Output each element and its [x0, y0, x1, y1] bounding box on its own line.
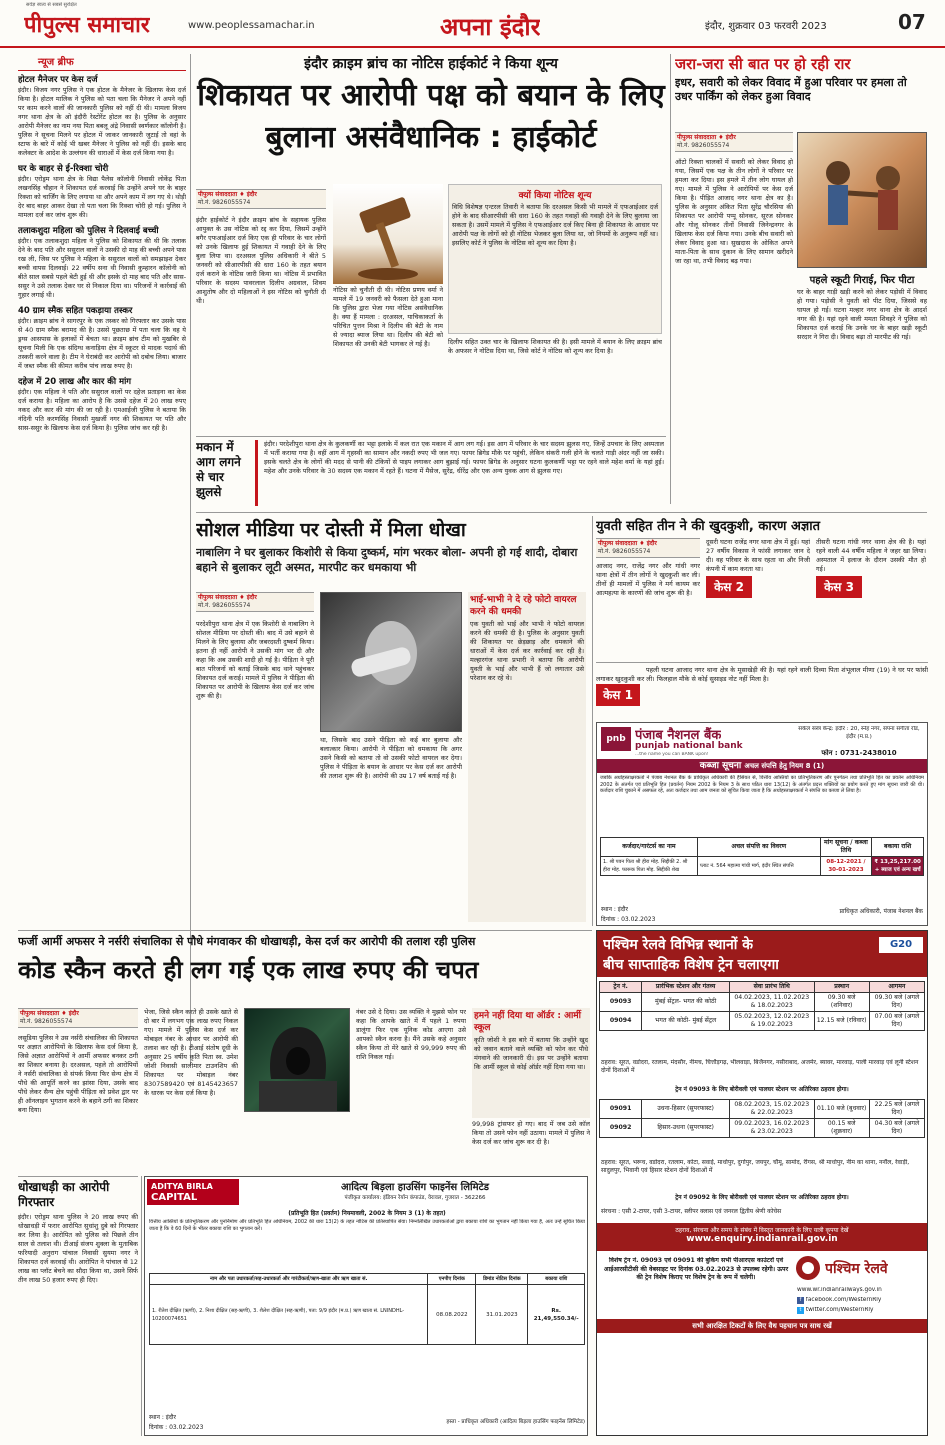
ab-company: आदित्य बिड़ला हाउसिंग फाइनेंस लिमिटेड	[341, 1182, 489, 1193]
fire-label: मकान में आग लगने से चार झुलसे	[196, 440, 258, 506]
train-departure: 12.15 बजे (रविवार)	[814, 1012, 869, 1031]
social-body-1: परदेशीपुरा थाना क्षेत्र में एक किशोरी से नाबालिग ने सोशल मीडिया पर दोस्ती की। बाद में उसे बहाने से मिलने के लिए बुलाया और जबरदस्ती दुष्कर्म किया। इतना ही नहीं आरोपी ने उसकी मांग भर दी और कहा कि अब उसकी शादी हो गई है। पीड़िता ने पूरी बात परिजनों को बताई जिसके बाद थाने पहुंचकर शिकायत दर्ज कराई। मामले में पुलिस ने पीड़िता की शिकायत पर आरोपी के खिलाफ केस दर्ज कर जांच शुरू की है।	[196, 620, 314, 700]
twitter-icon: t	[797, 1307, 804, 1314]
rail-stops-2: ठहराव: सूरत, भरूच, वडोदरा, रतलाम, कोटा, सवाई, माधोपुर, दुर्गापुर, जयपुर, चौमू, सामोद, रींगस, श्री माधोपुर, नीम का थाना, नर्नौल, रेवाड़ी, सादुलपुर, भिवानी एवं हिसार स्टेशन दोनों दिशाओं में	[601, 1159, 910, 1174]
lead-byline	[196, 189, 326, 209]
paper-logo: पीपुल्स समाचार	[24, 12, 150, 38]
army-headline: कोड स्कैन करते ही लग गई एक लाख रुपए की चपत	[18, 956, 479, 984]
brief-heading: 40 ग्राम स्मैक सहित पकड़ाया तस्कर	[18, 306, 133, 316]
table-row	[150, 1285, 585, 1345]
threat-box-body: एक युवती को भाई और भाभी ने फोटो वायरल करने की धमकी दी है। पुलिस के अनुसार युवती की शिकायत पर छेड़छाड़ और धमकाने की धाराओं में केस दर्ज कर कार्रवाई कर रही है। मल्हारगंज थाना प्रभारी ने बताया कि आरोपी युवती के भाई और भाभी हैं जो लगातार उसे परेशान कर रहे थे।	[470, 620, 584, 682]
case-number: 3	[845, 580, 854, 594]
ab-table	[149, 1273, 585, 1345]
train-dates: 09.02.2023, 16.02.2023 & 23.02.2023	[730, 1119, 815, 1138]
lead-body-1: इंदौर हाईकोर्ट ने इंदौर क्राइम ब्रांच के सहायक पुलिस आयुक्त के उस नोटिस को रद्द कर दिया, जिसमें उन्होंने बगैर एफआईआर दर्ज किए एक ही परिवार के चार लोगों को उनके खिलाफ हुई शिकायत में गवाही देने के लिए बुला लिया था। दरअसल पुलिस अधिकारी ने बीते 5 जनवरी को सीआरपीसी की धारा 160 के तहत बयान दर्ज कराने के नोटिस जारी किया था। नोटिस में प्रभावित परिवार के सदस्य पावरलाल दिलीप अग्रवाल, शिवम आशुतोष और दो महिलाओं ने इस नोटिस को चुनौती दी थी।	[196, 216, 326, 305]
social-story	[196, 516, 588, 926]
army-body-3: नंबर उसे दे दिया। उस व्यक्ति ने मुझसे फोन पर कहा कि आपके खाते में मैं पहले 1 रुपया डालूंगा फिर एक यूनिक कोड आएगा उसे आपको स्कैन करना है। मैंने उसके कहे अनुसार स्कैन किया तो मेरे खाते से 99,999 रुपए की राशि निकल गई।	[356, 1008, 466, 1061]
rail-col-train: ट्रेन नं.	[600, 982, 642, 993]
army-school-box	[472, 1008, 590, 1118]
brief-body: इंदौर। विजय नगर पुलिस ने एक होटल के मैनेजर के खिलाफ केस दर्ज किया है। होटल मालिक ने पुलिस को पता चला कि मैनेजर ने अपने नहीं पर काम करने वालों की जानकारी पुलिस को नहीं दी थी। मामला विजय नगर थाना क्षेत्र के ओ इंदौरी रेस्टोरेंट होटल का है। पुलिस के अनुसार आरोपी मैनेजर का नाम नया पिता बबलू अंद्रे निवासी स्वर्णकार कॉलोनी है। पुलिस ने सूचना मिलने पर होटल में जाकर जानकारी जुटाई तो वहां के स्टाफ के बारे में कोई भी खबर मैनेजर ने पुलिस को नहीं दी। इसके बाद कलेक्टर के आदेश के उल्लंघन की धाराओं में केस दर्ज किया गया है।	[18, 86, 186, 157]
twitter-handle: twitter.com/WesternRly	[805, 1307, 874, 1313]
ab-demand-date: 31.01.2023	[476, 1285, 528, 1345]
rail-headline-2: बीच साप्ताहिक विशेष ट्रेन चलाएगा	[603, 957, 779, 973]
pnb-date: दिनांक : 03.02.2023	[601, 916, 656, 923]
fight-illustration-icon	[798, 133, 927, 268]
case-number: 1	[624, 688, 633, 702]
train-departure: 00.15 बजे (शुक्रवार)	[814, 1119, 869, 1138]
pnb-place: स्थान : इंदौर	[601, 906, 628, 913]
facebook-handle: facebook.com/WesternRly	[805, 1297, 882, 1303]
dateline: इंदौर, शुक्रवार 03 फरवरी 2023	[705, 21, 827, 32]
ab-notice: वित्तीय आस्तियों के प्रतिभूतिकरण और पुनर्निर्माण और प्रतिभूति हित अधिनियम, 2002 की धारा 13(2) के तहत नोटिस की प्रतिस्थापित सेवा। निम्नलिखित उधारकर्ताओं द्वारा बकाया राशि का भुगतान नहीं किया गया है, अतः उन्हें सूचित किया जाता है कि वे 60 दिनों के भीतर बकाया राशि का भुगतान करें।	[149, 1219, 585, 1232]
brief-body: इंदौर। एक महिला ने पति और ससुराल वालों पर दहेज प्रताड़ना का केस दर्ज कराया है। महिला का आरोप है कि उससे दहेज में 20 लाख रुपए नकद और कार की मांग की जा रही है। एमआईजी पुलिस ने बताया कि नंदिनी पति करणसिंह निवासी मुखर्जी नगर की शिकायत पर पति और सास-ससुर के खिलाफ केस दर्ज किया है। पुलिस जांच कर रही है।	[18, 388, 186, 432]
army-box-body: कृति जोशी ने इस बारे में बताया कि उन्होंने खुद को जवान बताने वाले व्यक्ति को फोन कर पौधे मंगवाने की जानकारी दी। इस पर उन्होंने बताया कि आर्मी स्कूल से कोई ऑर्डर नहीं दिया गया था।	[474, 1036, 588, 1071]
brief-heading: तलाकशुदा महिला को पुलिस ने दिलवाई बच्ची	[18, 226, 159, 236]
train-route: उधना-हिसार (सुपरफास्ट)	[642, 1100, 730, 1119]
rail-header	[597, 931, 927, 977]
train-arrival: 09.30 बजे (अगले दिन)	[869, 993, 924, 1012]
western-railway-emblem-icon	[795, 1255, 821, 1281]
pnb-title-bar	[597, 759, 927, 773]
brief-heading: घर के बाहर से ई-रिक्शा चोरी	[18, 164, 109, 174]
pnb-col-dates: मांग सूचना / कब्जा तिथि	[820, 838, 872, 857]
train-departure: 09.30 बजे (शनिवार)	[814, 993, 869, 1012]
byline-mobile: मो.नं. 9826055574	[20, 1018, 73, 1025]
train-arrival: 07.00 बजे (अगले दिन)	[869, 1012, 924, 1031]
lead-body-3: दिलीप सहित उक्त चार के खिलाफ शिकायत की है। इसी मामले में बयान के लिए क्राइम ब्रांच के अफसर ने नोटिस दिया था, जिसे कोर्ट ने नोटिस को शून्य कर दिया है।	[448, 338, 662, 355]
pnb-name-en: punjab national bank	[635, 741, 743, 751]
right-kicker: जरा-जरा सी बात पर हो रही रार	[675, 55, 851, 73]
news-brief-column	[18, 54, 186, 1064]
brief-item	[18, 74, 186, 158]
hacker-photo	[244, 1008, 350, 1112]
pnb-phone: फोन : 0731-2438010	[821, 749, 897, 757]
byline-name: पीपुल्स संवाददाता ♦ इंदौर	[598, 540, 657, 547]
pnb-name-hi: पंजाब नैशनल बैंक	[635, 728, 722, 743]
pnb-amount: ₹ 13,25,217.00 + ब्याज एवं अन्य खर्च	[872, 857, 924, 876]
pnb-borrowers: 1. श्री पवन पिता श्री हीरा मोह. सिद्दीकी 2. श्री हीरा मोह. फारूक पिता मोह. सिद्दीकी शेख	[601, 857, 698, 876]
rail-table-2	[599, 1099, 925, 1138]
train-number: 09092	[600, 1119, 642, 1138]
fire-body: इंदौर। परदेशीपुरा थाना क्षेत्र के कुलकर्णी का भट्टा इलाके में कल रात एक मकान में आग लग गई। इस आग में परिवार के चार सदस्य झुलस गए, जिन्हें उपचार के लिए अस्पताल में भर्ती कराया गया है। वहीं आग में गृहस्थी का सामान और नकदी रुपए भी जल गए। फायर ब्रिगेड मौके पर पहुंची, लेकिन संकरी गली होने के चलते गाड़ी अंदर नहीं जा सकी। इसके चलते क्षेत्र के लोगों की मदद से पानी की टंकियों से पाइप लगाकर आग बुझाई गई। फायर ब्रिगेड के अनुसार घटना कुलकर्णी भट्टा पर रहने वाले महेश वर्मा के यहां हुई। महेश और उनके परिवार के 30 सदस्य एक मकान में रहते हैं। घटना में मैसेज, सुरेंद्र, धीरेंद्र और एक अन्य युवक आग से झुलस गए।	[264, 440, 664, 475]
masthead	[0, 0, 945, 48]
rail-col-route: प्रारंभिक स्टेशन और गंतव्य	[642, 982, 730, 993]
rail-note-3: संरचना : एसी 2-टायर, एसी 3-टायर, स्लीपर क्लास एवं जनरल द्वितीय श्रेणी कोचेस	[601, 1208, 782, 1215]
ab-brand: ADITYA BIRLA	[151, 1182, 213, 1191]
hand-silhouette-icon	[321, 593, 462, 732]
pnb-property: प्लाट नं. 564 महात्मा गांधी मार्ग, इंदौर स्थित संपत्ति	[697, 857, 820, 876]
paper-small-tagline: सर्वज्ञ स्वत्व से सबसे सुरक्षित	[26, 2, 77, 8]
news-brief-label: न्यूज ब्रीफ	[18, 54, 186, 71]
rail-enquiry-url[interactable]: www.enquiry.indianrail.gov.in	[686, 1234, 838, 1244]
case-label: केस	[714, 580, 732, 594]
rail-col-dep: प्रस्थान	[814, 982, 869, 993]
suicide-body-d: पहली घटना आजाद नगर थाना क्षेत्र के मूसाखेड़ी की है। यहां रहने वाली दिव्या पिता शंभूलाल मीणा (19) ने घर पर फांसी लगाकर खुदकुशी कर ली। फिलहाल मौके से कोई सुसाइड नोट नहीं मिला है।	[596, 666, 928, 683]
pnb-possession-notice	[596, 722, 928, 926]
byline-mobile: मो.नं. 9826055574	[198, 602, 251, 609]
lead-headline: शिकायत पर आरोपी पक्ष को बयान के लिए बुलाना असंवैधानिक : हाईकोर्ट	[197, 78, 665, 155]
brief-heading: होटल मैनेजर पर केस दर्ज	[18, 75, 98, 85]
rail-stops-1: ठहराव: सूरत, वडोदरा, रतलाम, मंदसौर, नीमच, चित्तौड़गढ़, भीलवाड़ा, बिजैनगर, नसीराबाद, अजमेर, ब्यावर, मारवाड़, पाली मारवाड़ एवं लूनी स्टेशन दोनों दिशाओं में	[601, 1059, 919, 1074]
ab-address: पंजीकृत कार्यालय: इंडियन रेयॉन कंपाउंड, वेरावल, गुजरात - 362266	[344, 1195, 486, 1201]
right-byline	[675, 132, 793, 152]
why-box-body: विधि विशेषज्ञ एन्टरल तिवारी ने बताया कि दरअसल किसी भी मामले में एफआईआर दर्ज होने के बाद सीआरपीसी की धारा 160 के तहत गवाहों की गवाही देने के लिए बुलाया जा सकता है। उसमें मामले में पुलिस ने एफआईआर दर्ज किए बिना ही शिकायत के आधार पर आरोपी पक्ष के लोगों को ही नोटिस भेजकर बुला लिया था, जो नियमों के अनुरूप नहीं था। इसलिए कोर्ट ने पुलिस के नोटिस को शून्य कर दिया है।	[452, 203, 658, 247]
lead-body-2: नोटिस को चुनौती दी थी। नोटिस प्रणय वर्मा ने मामले में 19 जनवरी को फैसला देते हुआ माना कि पुलिस द्वारा भेजा गया नोटिस असंवैधानिक है। क्या हैं मामला : दरअसल, याचिकाकर्ता के परिचित पुत्तन मिश्रा ने दिलीप की बेटी के नाम से ज्यादा ब्याज लिया था। दिलीप की बेटी को शिकायत की उनकी बेटी भागकर ले गई है।	[333, 286, 443, 348]
suicide-case-1	[596, 666, 928, 718]
ab-npa-date: 08.08.2022	[428, 1285, 476, 1345]
table-row	[601, 857, 924, 876]
train-dates: 04.02.2023, 11.02.2023 & 18.02.2023	[730, 993, 815, 1012]
pnb-dates: 08-12-2021 / 30-01-2023	[820, 857, 872, 876]
lead-story	[196, 54, 666, 494]
case-label: केस	[603, 688, 621, 702]
right-headline: इधर, सवारी को लेकर विवाद में हुआ परिवार पर हमला तो उधर पार्किंग को लेकर हुआ विवाद	[675, 76, 907, 103]
social-subhead: नाबालिग ने घर बुलाकर किशोरी से किया दुष्कर्म, मांग भरकर बोला- अपनी हो गई शादी, दोबारा बहाने से बुलाकर लूटी अस्मत, मारपीट कर धमकाया भी	[196, 546, 578, 574]
rail-note-1: ट्रेन नं 09093 के लिए बोरीवली एवं पालघर स्टेशन पर अतिरिक्त ठहराव होगा।	[675, 1086, 849, 1093]
train-number: 09091	[600, 1100, 642, 1119]
army-body-1: लसूडिया पुलिस ने उस नर्सरी संचालिका की शिकायत पर अज्ञात आरोपियों के खिलाफ केस दर्ज किया है, जिसे अज्ञात आरोपियों ने आर्मी अफसर बनकर ठगी का शिकार बनाया है। दरअसल, पहले तो आरोपियों ने नर्सरी संचालिका से संपर्क किया फिर सेन्य क्षेत्र में पौधे की आपूर्ति करने का झांसा दिया, उसके बाद पौधे लेकर सैन्य क्षेत्र पहुंची पीड़िता को प्रवेश द्वार पर ही ऑनलाइन भुगतान करने के बहाने ठगी का शिकार बना दिया।	[18, 1034, 138, 1114]
byline-name: पीपुल्स संवाददाता ♦ इंदौर	[20, 1010, 79, 1017]
ab-place: स्थान : इंदौर	[149, 1414, 176, 1421]
rail-col-arr: आगमन	[869, 982, 924, 993]
train-number: 09094	[600, 1012, 642, 1031]
table-row	[600, 1119, 925, 1138]
train-departure: 01.10 बजे (बुधवार)	[814, 1100, 869, 1119]
train-arrival: 22.25 बजे (अगले दिन)	[869, 1100, 924, 1119]
suicide-body-c: तीसरी घटना गांधी नगर थाना क्षेत्र की है। यहां रहने वाली 44 वर्षीय महिला ने जहर खा लिया। अस्पताल में इलाज के दौरान उसकी मौत हो गई।	[816, 538, 926, 573]
rail-headline-1: पश्चिम रेलवे विभिन्न स्थानों के	[603, 937, 754, 953]
army-body-2: भेजा, जिसे स्कैन करते ही उसके खाते से दो बार में लगभग एक लाख रुपए निकल गए। मामले में पुलिस केस दर्ज कर मोबाइल नंबर के आधार पर आरोपी की तलाश कर रही है। टीआई संतोष दूधी के अनुसार 25 वर्षीय कृति पिता स्व. उमेश जोशी निवासी सालीमार टाउनशिप की शिकायत पर मोबाइल नंबर 8307589420 एवं 8145423657 के धारक पर केस दर्ज किया है।	[144, 1008, 238, 1097]
western-railway-ad	[596, 930, 928, 1436]
suicide-headline: युवती सहित तीन ने की खुदकुशी, कारण अज्ञात	[596, 519, 821, 534]
brief-item	[18, 225, 186, 300]
caption-body: घर के बाहर गाड़ी खड़ी करने को लेकर पड़ोसी में विवाद हो गया। पड़ोसी ने युवती को पीट दिया, जिससे वह घायल हो गई। घटना मल्हार नगर थाना क्षेत्र के आदर्श नगर की है। यहां रहने वाली ममता शिवहरे ने पुलिस को शिकायत दर्ज कराई कि उनके घर के बाहर खड़ी स्कूटी सरदार ने गिरा दी। विवाद बढ़ा तो मारपीट की गई।	[797, 288, 927, 341]
suicide-body-a: आजाद नगर, राजेंद्र नगर और गांधी नगर थाना क्षेत्रों में तीन लोगों ने खुदकुशी कर ली। तीनों ही मामलों में पुलिस ने मर्ग कायम कर आत्महत्या के कारणों की जांच शुरू की है।	[596, 562, 700, 597]
byline-mobile: मो.नं. 9826055574	[598, 548, 651, 555]
train-route: मुंबई सेंट्रल- भगत की कोठी	[642, 993, 730, 1012]
wr-logo-text: पश्चिम रेलवे	[825, 1261, 888, 1277]
wr-facebook[interactable]	[797, 1297, 925, 1304]
gavel-icon	[333, 184, 443, 284]
fraud-body: इंदौर। एरोड्रम थाना पुलिस ने 20 लाख रुपए की धोखाधड़ी में फरार आरोपित सुधांशु दुबे को गिरफ्तार कर लिया है। आरोपित को पुलिस को पिछले तीन साल से तलाश थी। टीआई संजय शुक्ला के मुताबिक फरियादी अनुराग पांचाल निवासी सुयमा नगर ने शिकायत दर्ज करवाई थी। आरोपित ने पांचाल से 12 लाख का प्लॉट बेचने का सौदा किया था, उसने सिर्फ तीन लाख 50 हजार रुपए ही दिए।	[18, 1213, 138, 1284]
section-title: अपना इंदौर	[440, 13, 541, 41]
pnb-col-amount: बकाया राशि	[872, 838, 924, 857]
byline-name: पीपुल्स संवाददाता ♦ इंदौर	[198, 191, 257, 198]
g20-logo: G20	[879, 937, 923, 953]
pnb-col-property: अचल संपत्ति का विवरण	[697, 838, 820, 857]
pnb-office: सर्कल सस्त्र केन्द्र: इंदौर : 20, स्नेह नगर, सपना संगीता रोड, इंदौर (म.प्र.)	[798, 726, 920, 740]
right-illustration	[797, 132, 927, 268]
pnb-title-sub: अचल संपत्ति हेतु नियम 8 (1)	[744, 762, 825, 770]
ab-borrowers: 1. रीतेश दीक्षित (ऋणी), 2. निशा दीक्षित (सह-ऋणी), 3. शैलेश दीक्षित (सह-ऋणी), पता: 9/9 इंदौर (म.प्र.) ऋण खाता सं. LNINDHL-10200074651	[150, 1285, 428, 1345]
ab-title: (प्रतिभूति हित (प्रवर्तन) नियमावली, 2002 के नियम 3 (1) के तहत)	[288, 1210, 446, 1217]
table-row	[600, 1100, 925, 1119]
table-row	[600, 1012, 925, 1031]
train-number: 09093	[600, 993, 642, 1012]
rail-enquiry-bar	[597, 1223, 927, 1251]
ab-col-npa: एनपीए दिनांक	[428, 1274, 476, 1285]
pnb-title: कब्जा सूचना	[699, 761, 742, 771]
ab-amount: Rs. 21,49,550.34/-	[528, 1285, 585, 1345]
wr-logo-block	[795, 1255, 925, 1283]
why-box-heading: क्यों किया नोटिस शून्य	[518, 191, 592, 201]
wr-twitter[interactable]	[797, 1307, 925, 1314]
aditya-birla-notice	[144, 1176, 588, 1436]
right-body: ऑटो रिक्शा चालकों में सवारी को लेकर विवाद हो गया, जिसमें एक पक्ष के तीन लोगों ने परिवार पर हमला कर दिया। इस हमले में तीन लोग घायल हो गए। मामले में पुलिस ने आरोपियों पर केस दर्ज किया है। पीड़ित आजाद नगर थाना क्षेत्र का है। पुलिस के अनुसार अंकित पिता सुरेंद्र चौरसिया की शिकायत पर आरोपी पप्पू सोनकर, सूरज सोनकर और गोलू सोनकर तीनों निवासी जिनेन्द्रनगर के खिलाफ केस दर्ज किया गया। उनके बीच सवारी को लेकर विवाद हुआ था। सुखदास के ओकित अपने माता-पिता के साथ दुकान के लिए सामान खरीदने जा रहा था, तभी विवाद बढ़ गया।	[675, 158, 793, 265]
caption-heading: पहले स्कूटी गिराई, फिर पीटा	[809, 275, 915, 286]
right-caption	[797, 272, 927, 507]
social-threat-box	[468, 592, 586, 922]
ab-date: दिनांक : 03.02.2023	[149, 1424, 204, 1431]
gavel-photo	[333, 184, 443, 284]
ab-col-name: नाम और पता उधारकर्ता/सह-उधारकर्ता और गारंटीकर्ता/ऋण-खाता और ऋण खाता सं.	[150, 1274, 428, 1285]
byline-mobile: मो.नं. 9826055574	[198, 199, 251, 206]
ab-brand-2: CAPITAL	[151, 1192, 198, 1203]
pnb-table	[600, 837, 924, 876]
case-label: केस	[824, 580, 842, 594]
wr-website[interactable]: www.wr.indianrailways.gov.in	[797, 1287, 882, 1293]
pnb-tagline: ...the name you can BANK upon!	[635, 752, 709, 757]
suicide-story	[596, 516, 928, 662]
ab-signatory: हस्ता - प्राधिकृत अधिकारी (आदित्य बिड़ला हाउसिंग फाइनेंस लिमिटेड)	[446, 1419, 585, 1425]
rail-col-start: सेवा प्रारंभ तिथि	[730, 982, 815, 993]
byline-name: पीपुल्स संवाददाता ♦ इंदौर	[677, 134, 736, 141]
page-number: 07	[898, 10, 926, 34]
train-dates: 05.02.2023, 12.02.2023 & 19.02.2023	[730, 1012, 815, 1031]
rail-note-2: ट्रेन नं 09092 के लिए बोरीवली एवं पालघर स्टेशन पर अतिरिक्त ठहराव होगा।	[675, 1194, 849, 1201]
fraud-arrest-story	[18, 1180, 138, 1435]
army-box-heading: हमने नहीं दिया था ऑर्डर : आर्मी स्कूल	[474, 1011, 582, 1033]
social-photo	[320, 592, 462, 732]
brief-item	[18, 376, 186, 433]
train-route: हिसार-उधना (सुपरफास्ट)	[642, 1119, 730, 1138]
suicide-body-b: दूसरी घटना राजेंद्र नगर थाना क्षेत्र में हुई। यहां 27 वर्षीय विकास ने फांसी लगाकर जान दे दी। वह परिवार के साथ रहता था और निजी कंपनी में काम करता था।	[706, 538, 810, 573]
fire-story	[196, 440, 666, 508]
army-byline	[18, 1008, 138, 1028]
social-headline: सोशल मीडिया पर दोस्ती में मिला धोखा	[196, 519, 466, 541]
lead-kicker: इंदौर क्राइम ब्रांच का नोटिस हाईकोर्ट ने किया शून्य	[304, 56, 558, 72]
brief-heading: दहेज में 20 लाख और कार की मांग	[18, 377, 132, 387]
right-top-story	[675, 54, 927, 509]
rail-table-1	[599, 981, 925, 1031]
ab-logo	[147, 1179, 239, 1205]
case-number: 2	[735, 580, 744, 594]
army-kicker: फर्जी आर्मी अफसर ने नर्सरी संचालिका से पौधे मंगवाकर की धोखाधड़ी, केस दर्ज कर आरोपी की तलाश रही पुलिस	[18, 935, 476, 948]
ab-col-demand: डिमांड नोटिस दिनांक	[476, 1274, 528, 1285]
brief-body: इंदौर। क्राइम ब्रांच ने सागरपुर के एक तस्कर को गिरफ्तार कर उसके पास से 40 ग्राम स्मैक बरामद की है। उससे पूछताछ में पता चला कि वह ये ड्रग्स आसपास के इलाकों में बेचता था। क्राइम ब्रांच टीम को मुखबिर से सूचना मिली कि एक संदिग्ध कनाड़िया क्षेत्र में स्कूटर से मादक पदार्थ की तस्करी करने वाला है। टीम ने घेराबंदी कर आरोपी को दबोच लिया। बाजार में जब्त स्मैक की कीमत करीब पांच लाख रुपए है।	[18, 317, 186, 370]
pnb-col-borrower: कर्जदार/गारंटर्स का नाम	[601, 838, 698, 857]
brief-item	[18, 305, 186, 371]
website[interactable]: www.peoplessamachar.in	[188, 20, 315, 31]
facebook-icon: f	[797, 1297, 804, 1304]
brief-body: इंदौर। एक तलाकशुदा महिला ने पुलिस को शिकायत की थी कि तलाक देने के बाद पति और ससुराल वालों ने उसकी दो माह की बच्ची अपने पास रख ली, जिस पर पुलिस ने महिला के ससुराल वालों को समझाइश देकर बच्ची वापस दिलवाई। 22 वर्षीय सना थी निवासी कुम्हारन कॉलोनी को बीते साल सबसे पहले बेटी हुई थी और इसके दो माह बाद पति और सास-ससुर ने उसे तलाक देकर घर से निकाल दिया था। परिजनों ने कार्रवाई की गुहार लगाई थी।	[18, 237, 186, 299]
pnb-logo: pnb	[601, 727, 631, 751]
social-body-2: था, जिसके बाद उसने पीड़िता को कई बार बुलाया और बलात्कार किया। आरोपी ने पीड़िता को धमकाया कि अगर उसने किसी को बताया तो वो उसकी फोटो वायरल कर देगा। पुलिस ने पीड़िता के बयान के आधार पर केस दर्ज कर आरोपी की तलाश शुरू की है। आरोपी की उम्र 17 वर्ष बताई गई है।	[320, 736, 462, 780]
table-row	[600, 993, 925, 1012]
threat-box-heading: भाई-भाभी ने दे रहे फोटो वायरल करने की धमकी	[470, 595, 577, 617]
train-dates: 08.02.2023, 15.02.2023 & 22.02.2023	[730, 1100, 815, 1119]
fraud-heading: धोखाधड़ी का आरोपी गिरफ्तार	[18, 1180, 110, 1209]
pnb-signatory: प्राधिकृत अधिकारी, पंजाब नेशनल बैंक	[839, 908, 923, 915]
pnb-notice-text: जबकि अधोहस्ताक्षरकर्ता ने पंजाब नेशनल बैंक के प्राधिकृत अधिकारी की हैसियत से, वित्तीय आस्तियों का प्रतिभूतिकरण और पुनर्गठन तथा प्रतिभूति हित का प्रवर्तन अधिनियम 2002 के अंतर्गत एवं प्रतिभूति हित (प्रवर्तन) नियम 2002 के नियम 3 के साथ पठित धारा 13(12) के अंतर्गत प्रदत्त शक्तियों का प्रयोग करते हुए मांग सूचना जारी की थी। कर्जदार राशि चुकाने में असफल रहे, अतः कर्जदार तथा आम जनता को सूचित किया जाता है कि अधोहस्ताक्षरकर्ता ने संपत्ति का कब्जा ले लिया है।	[600, 775, 924, 795]
social-byline	[196, 592, 314, 612]
hooded-hacker-icon	[245, 1009, 350, 1112]
brief-body: इंदौर। एरोड्रम थाना क्षेत्र के विद्या पैलेस कॉलोनी निवासी लोकेंद्र पिता लखनसिंह चौहान ने शिकायत दर्ज करवाई कि उन्होंने अपने घर के बाहर रिक्शा को चार्जिंग के लिए लगाया था और अपने काम में लग गए थे। थोड़ी देर बाद बाहर आकर देखा तो पता चला कि रिक्शा चोरी हो गई। पुलिस ने मामला दर्ज कर जांच शुरू की।	[18, 175, 186, 219]
lead-why-box	[448, 184, 662, 334]
rail-booking: विशेष ट्रेन नं. 09093 एवं 09091 की बुकिंग सभी पीआरएस काउंटरों एवं आईआरसीटीसी की वेबसाइट पर दिनांक 03.02.2023 से उपलब्ध रहेगी। ऊपर की ट्रेन विशेष किराए पर विशेष ट्रेन के रूप में चलेगी।	[603, 1257, 789, 1281]
byline-name: पीपुल्स संवाददाता ♦ इंदौर	[198, 594, 257, 601]
rail-footer: सभी आरक्षित टिकटों के लिए वैध पहचान पत्र साथ रखें	[597, 1319, 927, 1333]
brief-item	[18, 163, 186, 220]
army-body-4: 99,998 ट्रांसफर हो गए। बाद में जब उसे कॉल किया तो उसने फोन नहीं उठाया। मामले में पुलिस ने केस दर्ज कर जांच शुरू कर दी है।	[472, 1120, 590, 1146]
ab-col-amount: बकाया राशि	[528, 1274, 585, 1285]
byline-mobile: मो.नं. 9826055574	[677, 142, 730, 149]
rail-enquiry-line: ठहराव, संरचना और समय के संबंध में विस्तृत जानकारी के लिए यात्री कृपया देखें	[675, 1227, 849, 1234]
suicide-byline	[596, 538, 700, 558]
train-route: भगत की कोठी- मुंबई सेंट्रल	[642, 1012, 730, 1031]
train-arrival: 04.30 बजे (अगले दिन)	[869, 1119, 924, 1138]
